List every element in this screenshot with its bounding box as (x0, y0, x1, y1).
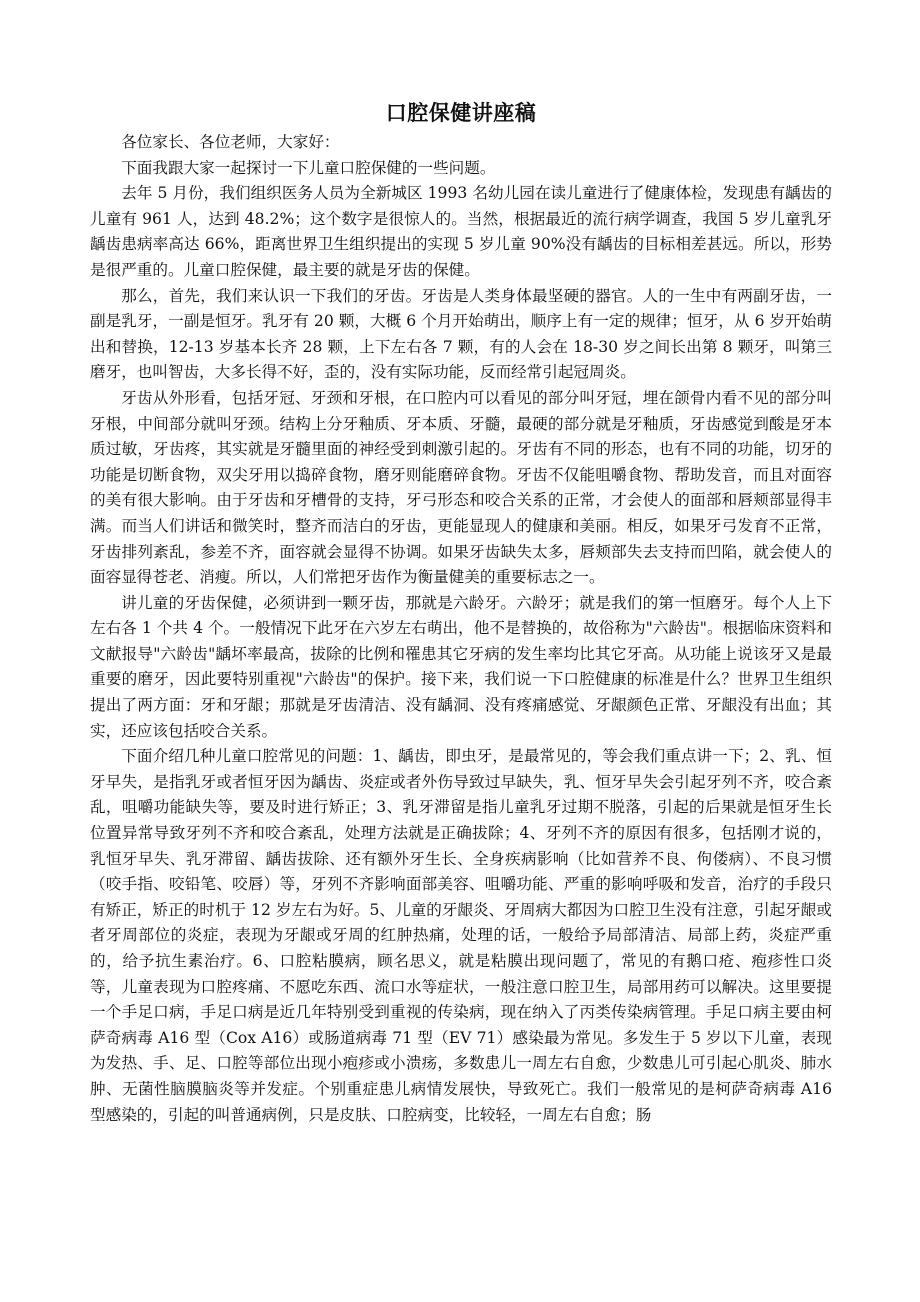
six-year-molar-paragraph: 讲儿童的牙齿保健，必须讲到一颗牙齿，那就是六龄牙。六龄牙；就是我们的第一恒磨牙。每个人上下左右各 1 个共 4 个。一般情况下此牙在六岁左右萌出，他不是替换的，故俗称为"六龄齿"。根据临床资料和文献报导"六龄齿"龋坏率最高，拔除的比例和罹患其它牙病的发生率均比其它牙高。从功能上说该牙又是最重要的磨牙，因此要特别重视"六龄齿"的保护。接下来，我们说一下口腔健康的标准是什么？世界卫生组织提出了两方面：牙和牙龈；那就是牙齿清洁、没有龋洞、没有疼痛感觉、牙龈颜色正常、牙龈没有出血；其实，还应该包括咬合关系。 (90, 593, 832, 740)
greeting-paragraph: 各位家长、各位老师，大家好： (121, 133, 340, 151)
teeth-overview-paragraph: 那么，首先，我们来认识一下我们的牙齿。牙齿是人类身体最坚硬的器官。人的一生中有两副牙齿，一副是乳牙，一副是恒牙。乳牙有 20 颗，大概 6 个月开始萌出，顺序上有一定的规律；恒牙，从 6 岁开始萌出和替换，12-13 岁基本长齐 28 颗，上下左右各 7 颗，有的人会在 18-30 岁之间长出第 8 颗牙，叫第三磨牙，也叫智齿，大多长得不好，歪的，没有实际功能，反而经常引起冠周炎。 (90, 286, 832, 382)
document-title: 口腔保健讲座稿 (385, 101, 537, 125)
common-problems-paragraph: 下面介绍几种儿童口腔常见的问题：1、龋齿，即虫牙，是最常见的，等会我们重点讲一下；2、乳、恒牙早失，是指乳牙或者恒牙因为龋齿、炎症或者外伤导致过早缺失，乳、恒牙早失会引起牙列不齐，咬合紊乱，咀嚼功能缺失等，要及时进行矫正；3、乳牙滞留是指儿童乳牙过期不脱落，引起的后果就是恒牙生长位置异常导致牙列不齐和咬合紊乱，处理方法就是正确拔除；4、牙列不齐的原因有很多，包括刚才说的，乳恒牙早失、乳牙滞留、龋齿拔除、还有额外牙生长、全身疾病影响（比如营养不良、佝偻病）、不良习惯（咬手指、咬铅笔、咬唇）等，牙列不齐影响面部美容、咀嚼功能、严重的影响呼吸和发音，治疗的手段只有矫正，矫正的时机于 12 岁左右为好。5、儿童的牙龈炎、牙周病大都因为口腔卫生没有注意，引起牙龈或者牙周部位的炎症，表现为牙龈或牙周的红肿热痛，处理的话，一般给予局部清洁、局部上药，炎症严重的，给予抗生素治疗。6、口腔粘膜病，顾名思义，就是粘膜出现问题了，常见的有鹅口疮、疱疹性口炎等，儿童表现为口腔疼痛、不愿吃东西、流口水等症状，一般注意口腔卫生，局部用药可以解决。这里要提一个手足口病，手足口病是近几年特别受到重视的传染病，现在纳入了丙类传染病管理。手足口病主要由柯萨奇病毒 A16 型（Cox A16）或肠道病毒 71 型（EV 71）感染最为常见。多发生于 5 岁以下儿童，表现为发热、手、足、口腔等部位出现小疱疹或小溃疡，多数患儿一周左右自愈，少数患儿可引起心肌炎、肺水肿、无菌性脑膜脑炎等并发症。个别重症患儿病情发展快，导致死亡。我们一般常见的是柯萨奇病毒 A16 型感染的，引起的叫普通病例，只是皮肤、口腔病变，比较轻，一周左右自愈；肠 (90, 747, 832, 1124)
intro-paragraph: 下面我跟大家一起探讨一下儿童口腔保健的一些问题。 (121, 158, 496, 177)
survey-paragraph: 去年 5 月份，我们组织医务人员为全新城区 1993 名幼儿园在读儿童进行了健康体检，发现患有龋齿的儿童有 961 人，达到 48.2%；这个数字是很惊人的。当然，根据最近的流行病学调查，我国 5 岁儿童乳牙龋齿患病率高达 66%，距离世界卫生组织提出的实现 5 岁儿童 90%没有龋齿的目标相差甚远。所以，形势是很严重的。儿童口腔保健，最主要的就是牙齿的保健。 (90, 184, 832, 279)
document-page (90, 98, 832, 1128)
teeth-structure-paragraph: 牙齿从外形看，包括牙冠、牙颈和牙根，在口腔内可以看见的部分叫牙冠，埋在颌骨内看不见的部分叫牙根，中间部分就叫牙颈。结构上分牙釉质、牙本质、牙髓，最硬的部分就是牙釉质，牙齿感觉到酸是牙本质过敏，牙齿疼，其实就是牙髓里面的神经受到刺激引起的。牙齿有不同的形态，也有不同的功能，切牙的功能是切断食物，双尖牙用以捣碎食物，磨牙则能磨碎食物。牙齿不仅能咀嚼食物、帮助发音，而且对面容的美有很大影响。由于牙齿和牙槽骨的支持，牙弓形态和咬合关系的正常，才会使人的面部和唇颊部显得丰满。而当人们讲话和微笑时，整齐而洁白的牙齿，更能显现人的健康和美丽。相反，如果牙弓发育不正常，牙齿排列紊乱，参差不齐，面容就会显得不协调。如果牙齿缺失太多，唇颊部失去支持而凹陷，就会使人的面容显得苍老、消瘦。所以，人们常把牙齿作为衡量健美的重要标志之一。 (90, 388, 832, 587)
